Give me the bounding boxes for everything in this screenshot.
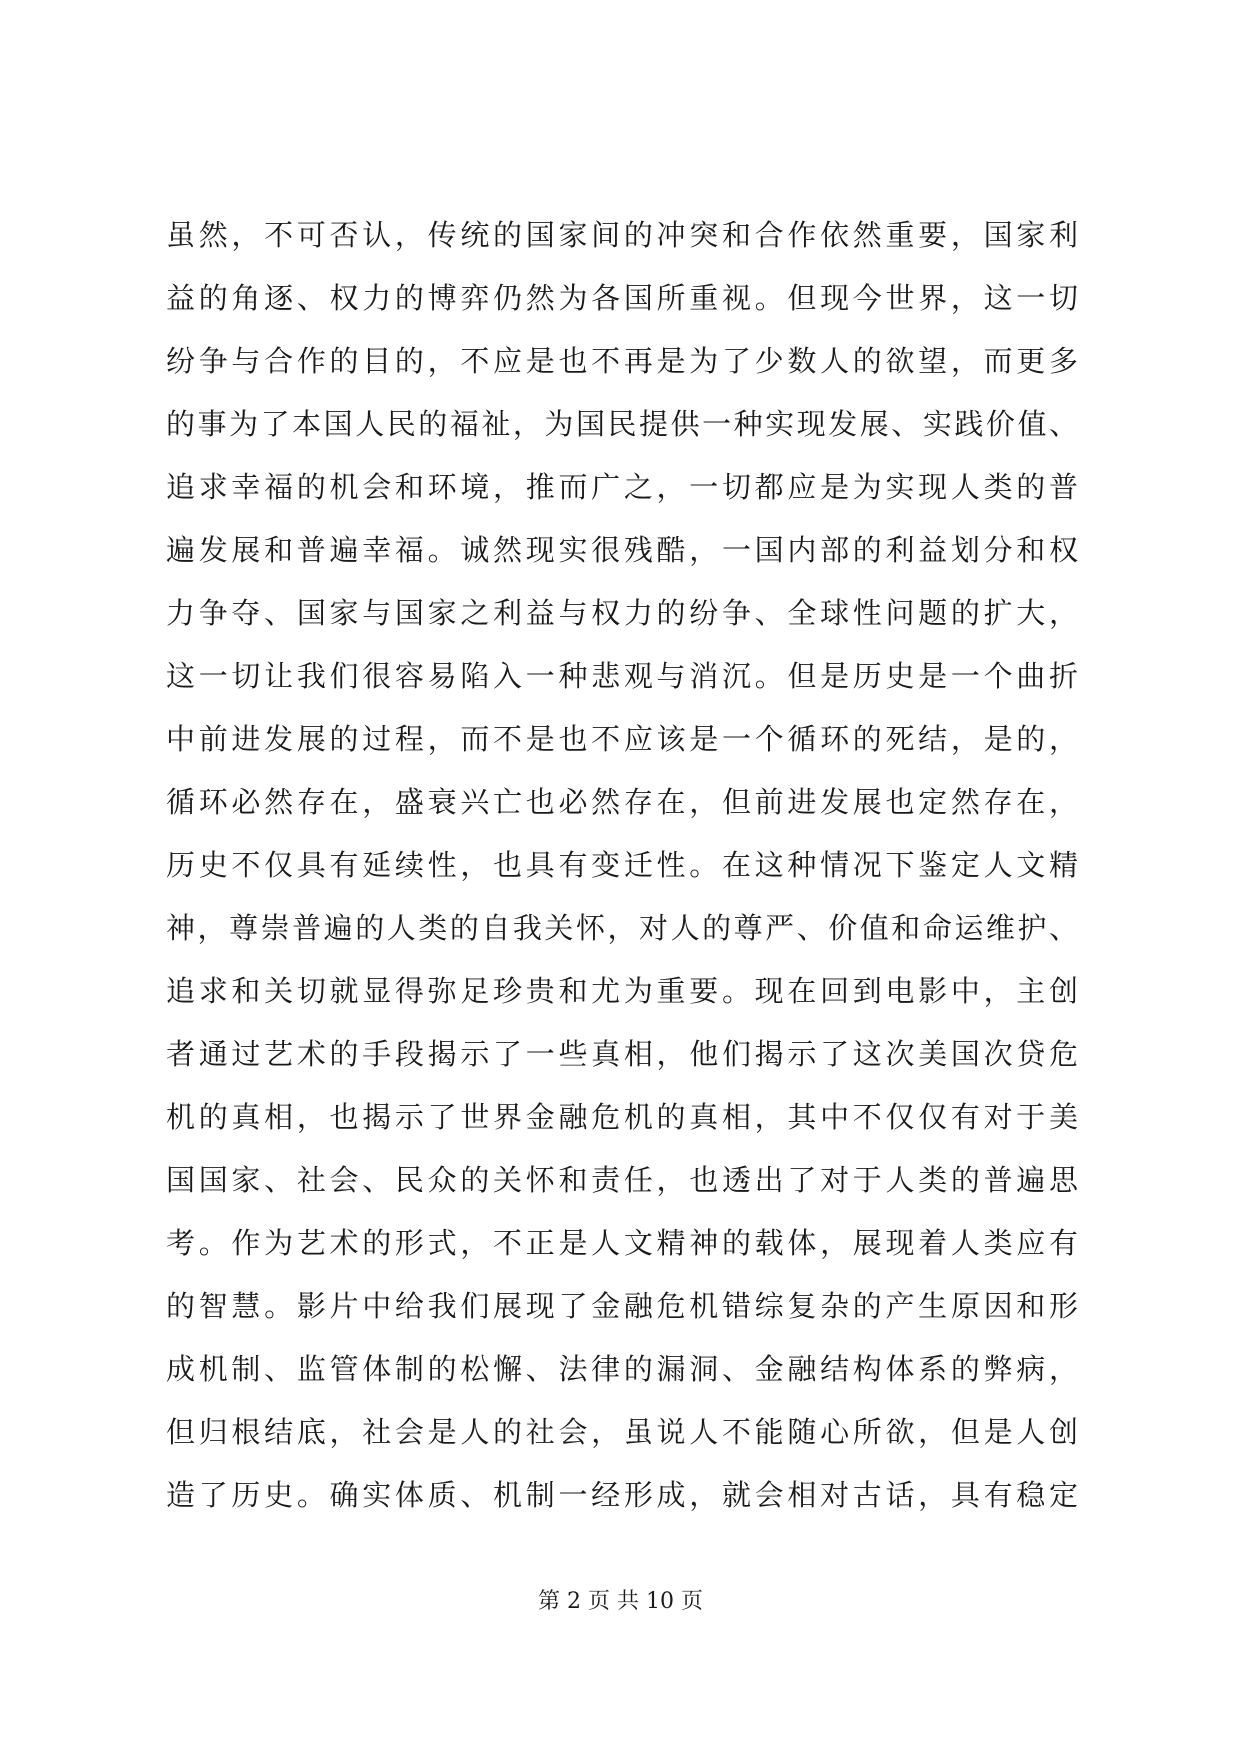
text-line: 神，尊崇普遍的人类的自我关怀，对人的尊严、价值和命运维护、	[166, 911, 1078, 945]
text-line: 历史不仅具有延续性，也具有变迁性。在这种情况下鉴定人文精	[166, 848, 1078, 882]
text-line: 中前进发展的过程，而不是也不应该是一个循环的死结，是的，	[166, 722, 1078, 756]
text-line: 循环必然存在，盛衰兴亡也必然存在，但前进发展也定然存在，	[166, 785, 1078, 819]
text-line: 但归根结底，社会是人的社会，虽说人不能随心所欲，但是人创	[166, 1415, 1078, 1449]
text-line: 的事为了本国人民的福祉，为国民提供一种实现发展、实践价值、	[166, 407, 1078, 441]
text-line: 纷争与合作的目的，不应是也不再是为了少数人的欲望，而更多	[166, 344, 1078, 378]
text-line: 这一切让我们很容易陷入一种悲观与消沉。但是历史是一个曲折	[166, 659, 1078, 693]
text-line: 机的真相，也揭示了世界金融危机的真相，其中不仅仅有对于美	[166, 1100, 1078, 1134]
page-number-footer: 第 2 页 共 10 页	[538, 1589, 703, 1614]
text-line: 成机制、监管体制的松懈、法律的漏洞、金融结构体系的弊病，	[166, 1352, 1078, 1386]
text-line: 者通过艺术的手段揭示了一些真相，他们揭示了这次美国次贷危	[166, 1037, 1078, 1071]
body-paragraph	[166, 204, 1078, 1527]
text-line: 国国家、社会、民众的关怀和责任，也透出了对于人类的普遍思	[166, 1163, 1078, 1197]
text-line: 追求幸福的机会和环境，推而广之，一切都应是为实现人类的普	[166, 470, 1078, 504]
text-line: 造了历史。确实体质、机制一经形成，就会相对古话，具有稳定	[166, 1478, 1078, 1512]
text-line: 虽然，不可否认，传统的国家间的冲突和合作依然重要，国家利	[166, 218, 1078, 252]
text-line: 遍发展和普遍幸福。诚然现实很残酷，一国内部的利益划分和权	[166, 533, 1078, 567]
text-line: 追求和关切就显得弥足珍贵和尤为重要。现在回到电影中，主创	[166, 974, 1078, 1008]
text-line: 益的角逐、权力的博弈仍然为各国所重视。但现今世界，这一切	[166, 281, 1078, 315]
text-line: 的智慧。影片中给我们展现了金融危机错综复杂的产生原因和形	[166, 1289, 1078, 1323]
text-line: 考。作为艺术的形式，不正是人文精神的载体，展现着人类应有	[166, 1226, 1078, 1260]
text-line: 力争夺、国家与国家之利益与权力的纷争、全球性问题的扩大，	[166, 596, 1078, 630]
